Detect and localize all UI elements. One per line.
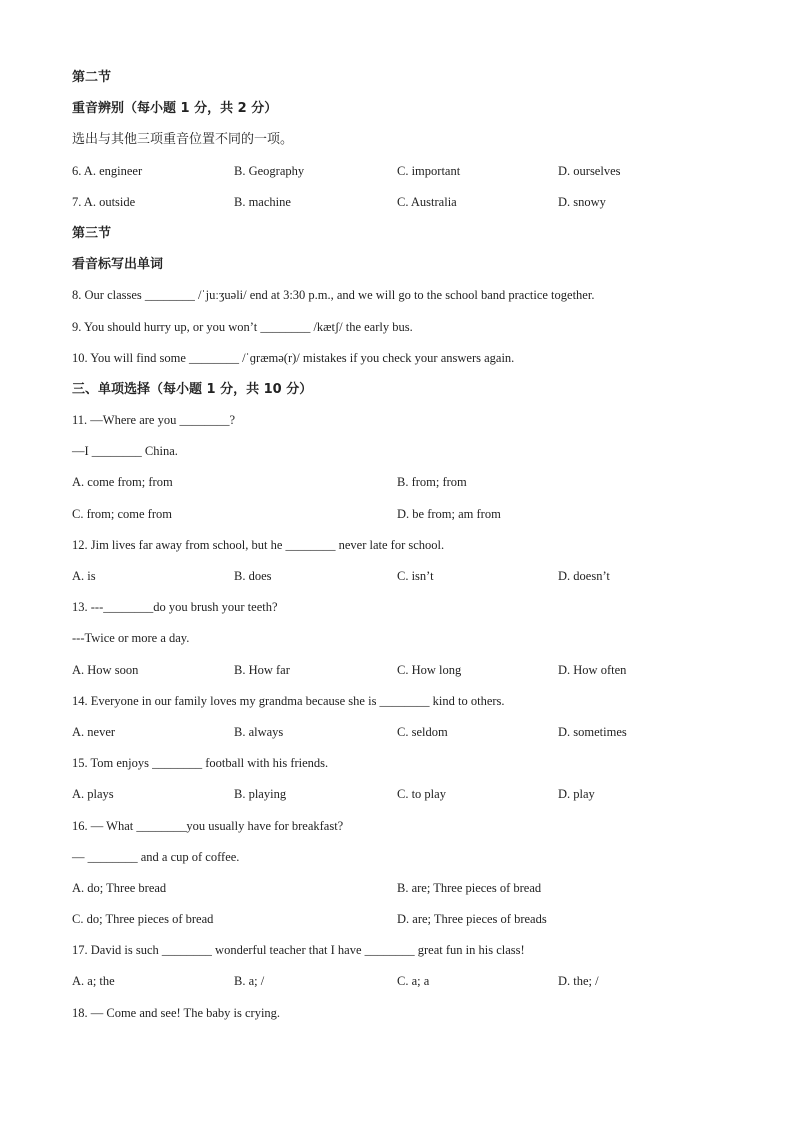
- option-b: B. does: [234, 569, 272, 583]
- phonetic-section-title: 看音标写出单词: [72, 257, 164, 273]
- option-d: D. the; /: [558, 974, 599, 989]
- section-2-title: 第二节: [72, 70, 112, 85]
- option-a: A. is: [72, 569, 96, 583]
- question-12-stem: 12. Jim lives far away from school, but he ________ never late for school.: [72, 537, 445, 552]
- option-c: C. important: [397, 163, 461, 178]
- option-d: D. are; Three pieces of breads: [397, 912, 547, 927]
- option-c: C. from; come from: [72, 506, 172, 521]
- question-16-stem: 16. — What ________you usually have for breakfast?: [72, 818, 344, 833]
- stress-section-title: 重音辨别（每小题 1 分，共 2 分）: [72, 101, 278, 117]
- question-14-options: [72, 717, 722, 748]
- part-3-title: 三、单项选择（每小题 1 分，共 10 分）: [72, 381, 313, 397]
- option-a: 7. A. outside: [72, 194, 136, 209]
- option-a: A. come from; from: [72, 475, 173, 490]
- question-11-stem: 11. —Where are you ________?: [72, 413, 236, 428]
- section-3-title: 第三节: [72, 225, 112, 241]
- question-15-options: [72, 779, 722, 810]
- option-b: B. from; from: [397, 475, 467, 490]
- exam-page: [72, 62, 722, 1029]
- question-9: 9. You should hurry up, or you won’t ________ /kætʃ/ the early bus.: [72, 319, 413, 334]
- question-12-options: [72, 561, 722, 592]
- question-10: 10. You will find some ________ /ˈɡræmə(r)/ mistakes if you check your answers again.: [72, 350, 515, 365]
- question-11-options-row-1: [72, 467, 722, 498]
- option-b: B. always: [234, 724, 284, 739]
- question-11-options-row-2: [72, 499, 722, 530]
- option-c: C. Australia: [397, 194, 457, 209]
- option-c: C. a; a: [397, 974, 430, 989]
- stress-instruction: 选出与其他三项重音位置不同的一项。: [72, 132, 294, 148]
- option-d: D. be from; am from: [397, 506, 501, 521]
- option-c: C. to play: [397, 787, 446, 802]
- option-a: A. How soon: [72, 662, 139, 677]
- option-a: A. a; the: [72, 974, 115, 989]
- question-15-stem: 15. Tom enjoys ________ football with his friends.: [72, 756, 329, 771]
- option-d: D. How often: [558, 662, 627, 677]
- option-b: B. a; /: [234, 974, 265, 989]
- question-13-stem: 13. ---________do you brush your teeth?: [72, 600, 278, 615]
- option-c: C. How long: [397, 662, 462, 677]
- question-16-options-row-1: [72, 873, 722, 904]
- question-17-options: [72, 966, 722, 997]
- option-d: D. sometimes: [558, 724, 627, 739]
- question-6-options: [72, 156, 722, 187]
- option-d: D. ourselves: [558, 163, 621, 178]
- option-a: A. never: [72, 724, 116, 739]
- question-11-stem-2: —I ________ China.: [72, 444, 178, 459]
- option-c: C. isn’t: [397, 569, 434, 583]
- option-d: D. doesn’t: [558, 569, 610, 583]
- question-16-stem-2: — ________ and a cup of coffee.: [72, 849, 240, 864]
- question-8: 8. Our classes ________ /ˈjuːʒuəli/ end at 3:30 p.m., and we will go to the school band practice together.: [72, 288, 595, 303]
- question-18-stem: 18. — Come and see! The baby is crying.: [72, 1005, 281, 1020]
- question-16-options-row-2: [72, 904, 722, 935]
- question-17-stem: 17. David is such ________ wonderful teacher that I have ________ great fun in his class!: [72, 943, 525, 958]
- option-d: D. snowy: [558, 194, 606, 209]
- option-b: B. How far: [234, 662, 290, 677]
- option-a: A. do; Three bread: [72, 880, 167, 895]
- option-d: D. play: [558, 787, 595, 802]
- option-c: C. seldom: [397, 724, 448, 739]
- question-13-stem-2: ---Twice or more a day.: [72, 631, 190, 646]
- question-13-options: [72, 655, 722, 686]
- option-a: A. plays: [72, 787, 114, 802]
- option-b: B. playing: [234, 787, 287, 802]
- question-7-options: [72, 187, 722, 218]
- option-c: C. do; Three pieces of bread: [72, 912, 214, 927]
- option-a: 6. A. engineer: [72, 163, 143, 178]
- option-b: B. are; Three pieces of bread: [397, 880, 542, 895]
- question-14-stem: 14. Everyone in our family loves my grandma because she is ________ kind to others.: [72, 693, 505, 708]
- option-b: B. machine: [234, 194, 291, 209]
- option-b: B. Geography: [234, 163, 305, 178]
